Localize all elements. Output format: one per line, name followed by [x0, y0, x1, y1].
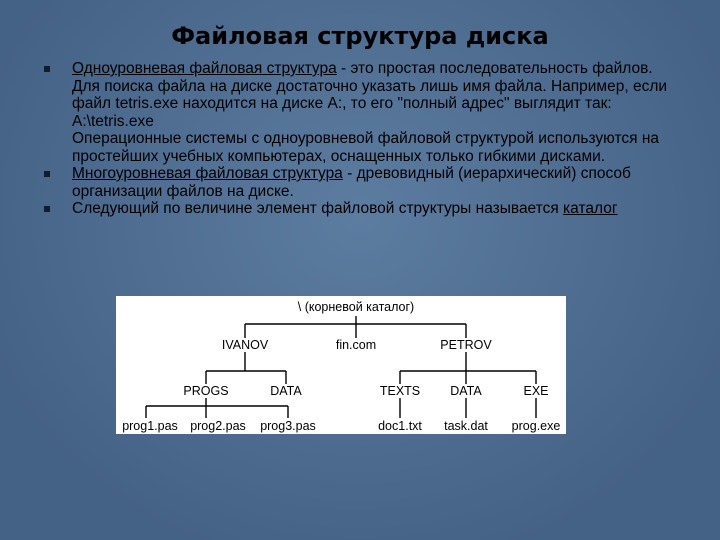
- tree-node: PETROV: [440, 338, 492, 352]
- bullet-text-continued: Операционные системы с одноуровневой файловой структурой используются на простейших учебных компьютерах, оснащенных только гибкими дисками.: [72, 130, 660, 165]
- slide-title: Файловая структура диска: [171, 22, 549, 50]
- tree-node: PROGS: [183, 384, 229, 398]
- tree-leaf: task.dat: [444, 419, 488, 433]
- directory-tree-diagram: [116, 296, 566, 434]
- bullet-item: [42, 200, 682, 218]
- tree-node: DATA: [450, 384, 482, 398]
- tree-svg: [116, 296, 566, 434]
- bullet-text: Следующий по величине элемент файловой структуры называется: [72, 200, 564, 217]
- tree-leaf: doc1.txt: [378, 419, 422, 433]
- bullet-text: - это простая последовательность файлов. Для поиска файла на диске достаточно указать лишь имя файла. Например, если файл tetris.exe находится на диске А:, то его "полный адрес" выглядит так: A:\tetris.exe: [72, 60, 668, 130]
- term-link[interactable]: Многоуровневая файловая структура: [72, 165, 343, 182]
- tree-root-label: \ (корневой каталог): [297, 300, 415, 314]
- tree-leaf: prog2.pas: [190, 419, 246, 433]
- bullet-item: [42, 60, 682, 165]
- bullet-list: [42, 60, 682, 218]
- tree-node: fin.com: [335, 338, 377, 352]
- term-link[interactable]: Одноуровневая файловая структура: [72, 60, 337, 77]
- bullet-text: - древовидный (иерархический) способ организации файлов на диске.: [72, 165, 631, 200]
- tree-node: IVANOV: [221, 338, 269, 352]
- tree-leaf: prog.exe: [511, 419, 561, 433]
- term-link[interactable]: каталог: [563, 200, 618, 217]
- square-bullet-icon: [44, 206, 50, 212]
- tree-node: DATA: [270, 384, 302, 398]
- tree-leaf: prog3.pas: [260, 419, 316, 433]
- tree-node: TEXTS: [379, 384, 421, 398]
- tree-node: EXE: [523, 384, 549, 398]
- tree-connectors: [146, 316, 536, 418]
- tree-leaf: prog1.pas: [122, 419, 178, 433]
- square-bullet-icon: [44, 66, 50, 72]
- square-bullet-icon: [44, 171, 50, 177]
- bullet-item: [42, 165, 682, 200]
